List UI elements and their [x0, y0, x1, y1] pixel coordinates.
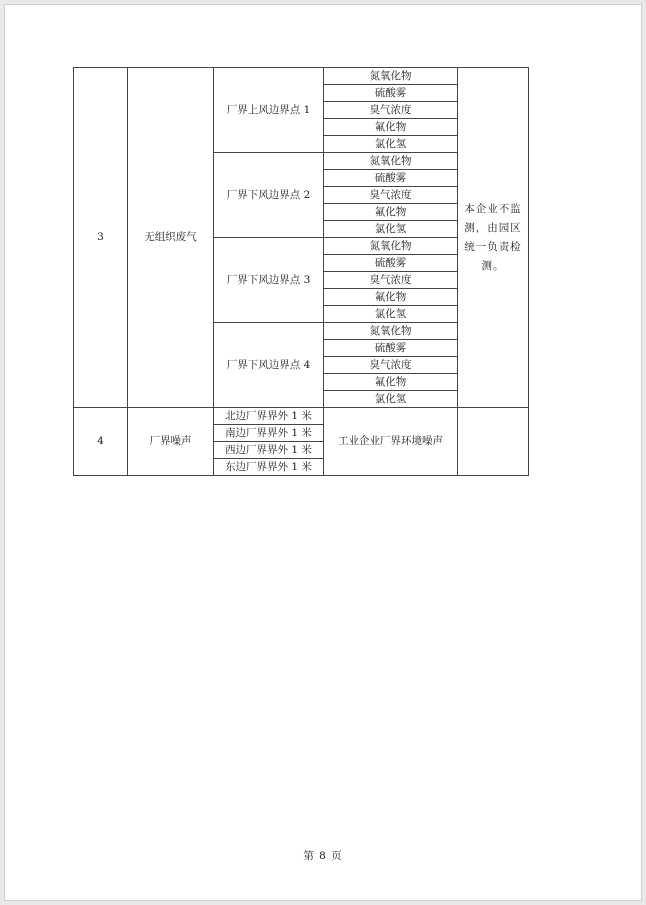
factor-cell: 氮氧化物: [324, 153, 458, 170]
note-cell: [458, 68, 529, 408]
category-cell: 厂界噪声: [128, 408, 214, 476]
category-cell: 无组织废气: [128, 68, 214, 408]
monitoring-point: 西边厂界界外 1 米: [214, 442, 324, 459]
monitoring-point: 南边厂界界外 1 米: [214, 425, 324, 442]
monitoring-point: 厂界下风边界点 2: [214, 153, 324, 238]
factor-cell: 氯化氢: [324, 306, 458, 323]
factor-cell: 硫酸雾: [324, 340, 458, 357]
factor-cell: 硫酸雾: [324, 85, 458, 102]
monitoring-point: 厂界上风边界点 1: [214, 68, 324, 153]
table-row: [74, 68, 529, 85]
row-number: 3: [74, 68, 128, 408]
factor-cell: 臭气浓度: [324, 102, 458, 119]
factor-cell: 氟化物: [324, 374, 458, 391]
table-row: [74, 408, 529, 425]
row-number: 4: [74, 408, 128, 476]
factor-cell: 硫酸雾: [324, 255, 458, 272]
factor-cell: 氯化氢: [324, 136, 458, 153]
monitoring-point: 东边厂界界外 1 米: [214, 459, 324, 476]
factor-cell: 氮氧化物: [324, 238, 458, 255]
document-page: [4, 4, 642, 901]
factor-cell: 氟化物: [324, 289, 458, 306]
factor-cell: 氮氧化物: [324, 323, 458, 340]
note-cell: [458, 408, 529, 476]
factor-cell: 臭气浓度: [324, 357, 458, 374]
factor-cell: 氯化氢: [324, 221, 458, 238]
factor-cell: 氯化氢: [324, 391, 458, 408]
monitoring-point: 厂界下风边界点 3: [214, 238, 324, 323]
note-text: 本企业不监测，由园区统一负责检测。: [464, 202, 522, 272]
monitoring-point: 北边厂界界外 1 米: [214, 408, 324, 425]
factor-cell: 工业企业厂界环境噪声: [324, 408, 458, 476]
factor-cell: 硫酸雾: [324, 170, 458, 187]
factor-cell: 氟化物: [324, 204, 458, 221]
monitoring-table: [73, 67, 529, 476]
factor-cell: 臭气浓度: [324, 187, 458, 204]
page-number: 第 8 页: [303, 850, 343, 862]
factor-cell: 氮氧化物: [324, 68, 458, 85]
monitoring-point: 厂界下风边界点 4: [214, 323, 324, 408]
factor-cell: 臭气浓度: [324, 272, 458, 289]
factor-cell: 氟化物: [324, 119, 458, 136]
